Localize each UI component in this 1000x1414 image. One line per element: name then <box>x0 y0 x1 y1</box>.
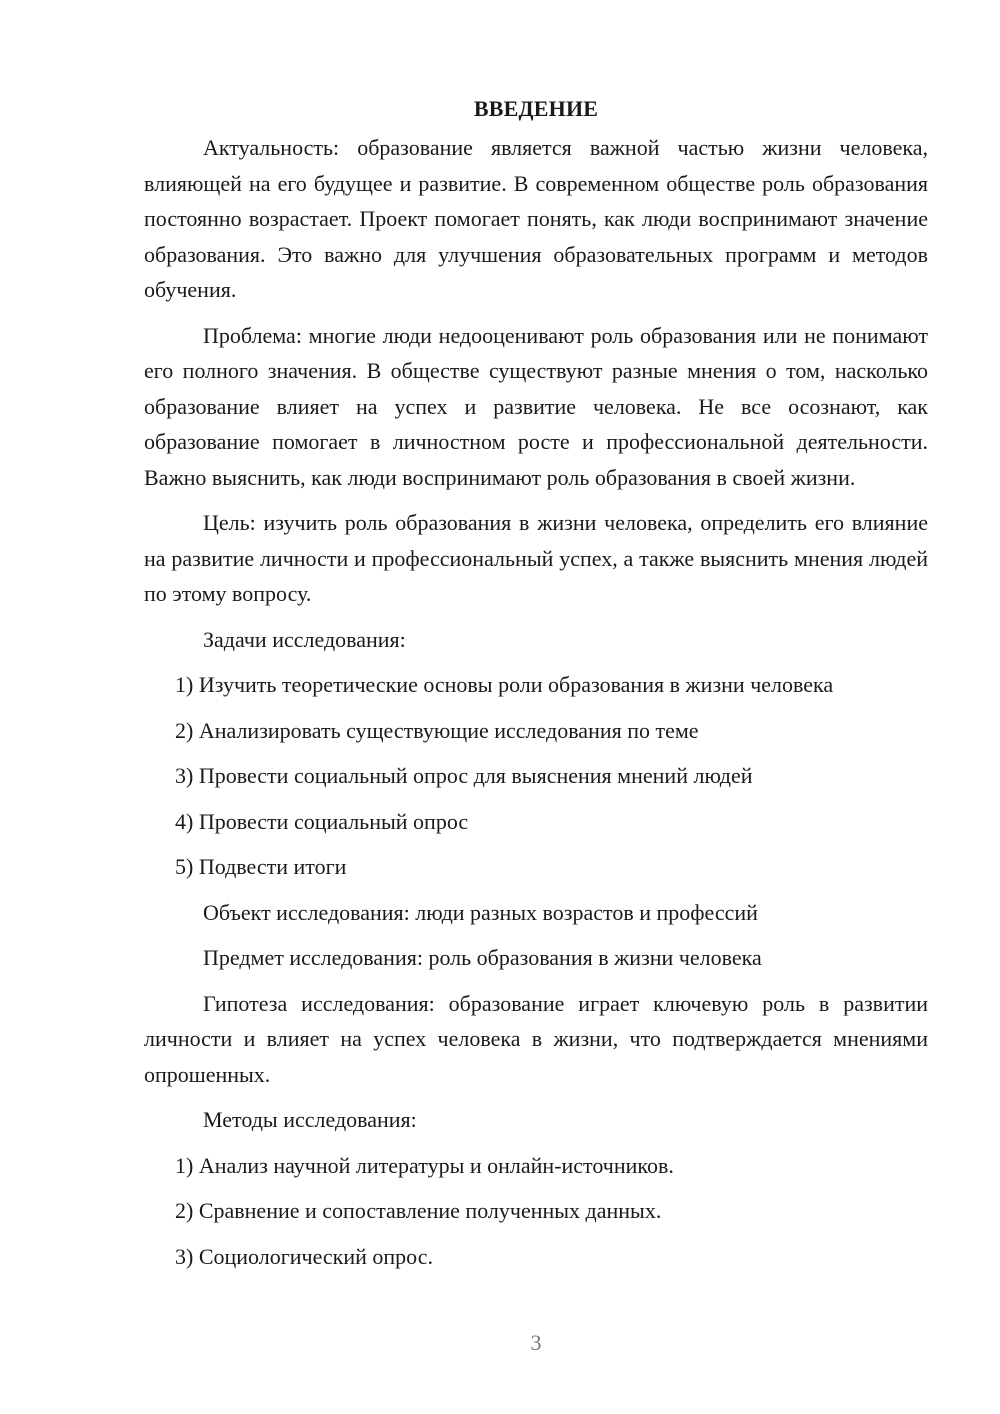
object-line: Объект исследования: люди разных возрастов и профессий <box>203 899 758 925</box>
task-item: 5) Подвести итоги <box>175 854 347 879</box>
subject-line: Предмет исследования: роль образования в жизни человека <box>203 945 762 970</box>
document-page <box>144 92 928 1284</box>
tasks-list <box>144 667 928 885</box>
method-item: 1) Анализ научной литературы и онлайн-источников. <box>175 1152 674 1178</box>
method-item: 3) Социологический опрос. <box>175 1243 433 1269</box>
section-title: ВВЕДЕНИЕ <box>473 96 599 121</box>
task-item: 4) Провести социальный опрос <box>175 808 469 834</box>
method-item: 2) Сравнение и сопоставление полученных данных. <box>175 1198 662 1223</box>
task-item: 1) Изучить теоретические основы роли образования в жизни человека <box>175 672 834 697</box>
problem-paragraph: Проблема: многие люди недооценивают роль образования или не понимают его полного значения. В обществе существуют разные мнения о том, насколько образование влияет на успех и развитие человека. Не все осознают, как образование помогает в личностном росте и профессиональной деятельности. Важно выяснить, как люди воспринимают роль образования в своей жизни. <box>144 322 928 490</box>
task-item: 3) Провести социальный опрос для выяснения мнений людей <box>175 763 753 788</box>
task-item: 2) Анализировать существующие исследования по теме <box>175 717 699 743</box>
tasks-heading: Задачи исследования: <box>203 626 406 652</box>
goal-paragraph: Цель: изучить роль образования в жизни человека, определить его влияние на развитие личности и профессиональный успех, а также выяснить мнения людей по этому вопросу. <box>144 510 928 606</box>
methods-list <box>144 1148 928 1275</box>
hypothesis-paragraph: Гипотеза исследования: образование играет ключевую роль в развитии личности и влияет на успех человека в жизни, что подтверждается мнениями опрошенных. <box>144 990 928 1087</box>
methods-heading: Методы исследования: <box>203 1107 417 1132</box>
relevance-paragraph: Актуальность: образование является важной частью жизни человека, влияющей на его будущее и развитие. В современном обществе роль образования постоянно возрастает. Проект помогает понять, как люди воспринимают значение образования. Это важно для улучшения образовательных программ и методов обучения. <box>144 135 928 302</box>
page-number: 3 <box>530 1330 542 1355</box>
